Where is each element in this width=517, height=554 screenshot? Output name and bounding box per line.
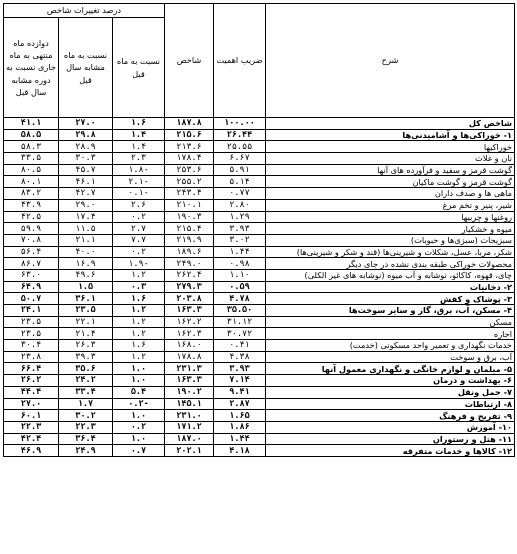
row-yoy-change: ۲۴.۲ [59,375,113,387]
header-description: شرح [266,4,515,118]
table-row [4,153,515,165]
table-row [4,433,515,445]
row-weight: ۰.۷۷ [214,188,266,200]
row-monthly-change: ۱.۴ [113,129,165,141]
row-index: ۲۳۱.۳ [165,363,214,375]
table-row [4,386,515,398]
row-description: ۸- ارتباطات [266,398,515,410]
row-yoy-change: ۳۰.۳ [59,153,113,165]
row-monthly-change: ۱.۲ [113,328,165,340]
row-index: ۲۱۵.۴ [165,223,214,235]
row-monthly-change: ۱.۲ [113,269,165,281]
row-weight: ۳۰.۷۲ [214,328,266,340]
row-yoy-change: ۳۰.۲ [59,410,113,422]
row-description: ۱۱- هتل و رستوران [266,433,515,445]
row-weight: ۲۵.۵۵ [214,141,266,153]
row-yoy-change: ۳۵.۶ [59,363,113,375]
row-twelve-month-change: ۴۴.۴ [4,386,59,398]
row-yoy-change: ۲۱.۱ [59,234,113,246]
row-index: ۱۸۷.۰ [165,433,214,445]
row-yoy-change: ۲۴.۹ [59,445,113,457]
row-monthly-change: -۲.۱ [113,176,165,188]
row-index: ۱۶۳.۳ [165,305,214,317]
row-weight: ۴.۳۸ [214,351,266,363]
header-monthly: نسبت به ماه قبل [113,18,165,118]
row-description: ۳- پوشاک و کفش [266,293,515,305]
row-twelve-month-change: ۸۰.۱ [4,176,59,188]
row-index: ۱۶۲.۳ [165,328,214,340]
row-index: ۲۴۹.۰ [165,258,214,270]
row-description: سبزیجات (سبزی‌ها و حبوبات) [266,234,515,246]
row-index: ۱۷۸.۸ [165,351,214,363]
row-index: ۱۴۵.۱ [165,398,214,410]
row-twelve-month-change: ۲۳.۵ [4,316,59,328]
row-weight: ۴.۱۸ [214,445,266,457]
row-twelve-month-change: ۴۲.۵ [4,211,59,223]
row-monthly-change: ۷.۷ [113,234,165,246]
row-index: ۲۰۳.۸ [165,293,214,305]
row-description: ۵- مبلمان و لوازم خانگی و نگهداری معمول آنها [266,363,515,375]
row-monthly-change: ۱.۴ [113,141,165,153]
table-row [4,398,515,410]
row-twelve-month-change: ۸۰.۵ [4,164,59,176]
row-description: ۷- حمل ونقل [266,386,515,398]
cpi-table [3,3,515,457]
row-monthly-change: ۱.۰ [113,410,165,422]
row-weight: ۳۵.۵۰ [214,305,266,317]
row-description: مسکن [266,316,515,328]
row-yoy-change: ۳۳.۴ [59,386,113,398]
row-weight: ۷.۱۴ [214,375,266,387]
row-weight: ۰.۴۱ [214,340,266,352]
row-yoy-change: ۲۳.۵ [59,305,113,317]
row-twelve-month-change: ۶۰.۱ [4,410,59,422]
row-twelve-month-change: ۷۰.۸ [4,234,59,246]
table-row [4,269,515,281]
row-description: شاخص کل [266,118,515,130]
row-description: اجاره [266,328,515,340]
table-row [4,223,515,235]
table-row [4,421,515,433]
row-yoy-change: ۴۹.۶ [59,269,113,281]
row-monthly-change: ۲.۳ [113,153,165,165]
row-description: ۱۲- کالاها و خدمات متفرقه [266,445,515,457]
row-weight: ۲.۸۰ [214,199,266,211]
row-description: محصولات خوراکی طبقه بندی نشده در جای دیگر [266,258,515,270]
row-description: ۱- خوراکی‌ها و آشامیدنی‌ها [266,129,515,141]
row-index: ۲۶۲.۴ [165,269,214,281]
row-description: خدمات نگهداری و تعمیر واحد مسکونی (خدمت) [266,340,515,352]
row-yoy-change: ۳۶.۱ [59,293,113,305]
row-description: روغنها و چربیها [266,211,515,223]
row-index: ۲۱۵.۶ [165,129,214,141]
row-yoy-change: ۴۶.۱ [59,176,113,188]
table-row [4,246,515,258]
row-weight: ۳.۹۳ [214,223,266,235]
row-twelve-month-change: ۲۷.۰ [4,398,59,410]
row-index: ۲۱۰.۱ [165,199,214,211]
row-description: چای، قهوه، کاکائو، نوشابه و آب میوه (نوشابه های غیر الکلی) [266,269,515,281]
row-yoy-change: ۳۶.۴ [59,433,113,445]
row-description: ۹- تفریح و فرهنگ [266,410,515,422]
table-row [4,410,515,422]
row-yoy-change: ۲۲.۳ [59,421,113,433]
table-row [4,375,515,387]
row-index: ۲۰۲.۱ [165,445,214,457]
row-yoy-change: ۱۶.۹ [59,258,113,270]
row-weight: ۱.۲۹ [214,211,266,223]
row-weight: ۹.۴۱ [214,386,266,398]
table-row [4,351,515,363]
row-twelve-month-change: ۶۴.۹ [4,281,59,293]
row-twelve-month-change: ۲۶.۲ [4,375,59,387]
row-twelve-month-change: ۴۶.۹ [4,445,59,457]
row-weight: ۲.۸۷ [214,398,266,410]
row-monthly-change: ۰.۲ [113,211,165,223]
row-monthly-change: -۰.۲ [113,398,165,410]
row-twelve-month-change: ۲۲.۳ [4,421,59,433]
header-weight: ضریب اهمیت [214,4,266,118]
row-index: ۲۳۱.۰ [165,410,214,422]
header-change-group: درصد تغییرات شاخص [4,4,165,18]
row-yoy-change: ۱۱.۵ [59,223,113,235]
row-description: شیر، پنیر و تخم مرغ [266,199,515,211]
row-yoy-change: ۲۹.۸ [59,129,113,141]
row-index: ۲۴۳.۴ [165,188,214,200]
row-weight: ۵.۹۱ [214,164,266,176]
row-weight: ۵.۱۴ [214,176,266,188]
row-index: ۱۹۰.۳ [165,211,214,223]
row-weight: ۰.۵۹ [214,281,266,293]
row-index: ۱۶۳.۳ [165,375,214,387]
row-yoy-change: ۲۸.۹ [59,141,113,153]
row-monthly-change: ۱.۰ [113,363,165,375]
row-index: ۱۸۹.۶ [165,246,214,258]
row-description: ۴- مسکن، آب، برق، گاز و سایر سوخت‌ها [266,305,515,317]
row-twelve-month-change: ۸۳.۲ [4,188,59,200]
row-monthly-change: ۱.۶ [113,293,165,305]
table-row [4,281,515,293]
row-weight: ۳.۰۲ [214,234,266,246]
row-yoy-change: ۴۲.۷ [59,188,113,200]
row-monthly-change: ۱.۶ [113,340,165,352]
row-yoy-change: ۲۲.۱ [59,316,113,328]
row-weight: ۳۱.۱۲ [214,316,266,328]
row-monthly-change: ۱.۰ [113,433,165,445]
table-row [4,258,515,270]
table-row [4,340,515,352]
row-monthly-change: ۰.۷ [113,445,165,457]
row-weight: ۱.۴۴ [214,433,266,445]
table-row [4,199,515,211]
row-monthly-change: ۱.۲ [113,305,165,317]
row-index: ۱۸۷.۸ [165,118,214,130]
row-twelve-month-change: ۶۳.۰ [4,269,59,281]
row-twelve-month-change: ۵۹.۹ [4,223,59,235]
row-weight: ۶.۶۷ [214,153,266,165]
row-weight: ۱.۴۴ [214,246,266,258]
row-index: ۲۵۳.۶ [165,164,214,176]
table-row [4,211,515,223]
row-weight: ۱.۸۶ [214,421,266,433]
row-twelve-month-change: ۲۴.۱ [4,305,59,317]
row-weight: ۳.۹۳ [214,363,266,375]
row-twelve-month-change: ۲۳.۵ [4,328,59,340]
row-yoy-change: ۲۷.۰ [59,118,113,130]
row-twelve-month-change: ۳۳.۵ [4,153,59,165]
row-monthly-change: ۲.۷ [113,223,165,235]
row-index: ۲۷۹.۳ [165,281,214,293]
row-weight: ۱.۶۵ [214,410,266,422]
table-row [4,129,515,141]
table-row [4,363,515,375]
table-row [4,293,515,305]
row-monthly-change: ۰.۳ [113,281,165,293]
table-row [4,305,515,317]
row-description: ۶- بهداشت و درمان [266,375,515,387]
row-monthly-change: ۰.۲ [113,246,165,258]
row-twelve-month-change: ۵۸.۳ [4,141,59,153]
row-yoy-change: ۴۰.۰ [59,246,113,258]
row-index: ۱۶۸.۰ [165,340,214,352]
row-index: ۱۶۲.۲ [165,316,214,328]
table-body [4,118,515,457]
row-twelve-month-change: ۸۶.۷ [4,258,59,270]
table-row [4,141,515,153]
table-row [4,164,515,176]
row-twelve-month-change: ۵۰.۷ [4,293,59,305]
row-description: گوشت قرمز و سفید و فرآورده های آنها [266,164,515,176]
row-yoy-change: ۱.۵ [59,281,113,293]
header-yoy: نسبت به ماه مشابه سال قبل [59,18,113,118]
row-monthly-change: ۱.۶ [113,118,165,130]
row-description: ماهی ها و صدف داران [266,188,515,200]
row-index: ۲۵۵.۲ [165,176,214,188]
row-description: آب، برق و سوخت [266,351,515,363]
row-yoy-change: ۲۶.۳ [59,340,113,352]
row-twelve-month-change: ۵۸.۵ [4,129,59,141]
row-twelve-month-change: ۴۱.۱ [4,118,59,130]
row-weight: ۰.۹۸ [214,258,266,270]
row-twelve-month-change: ۴۳.۹ [4,199,59,211]
row-twelve-month-change: ۳۰.۴ [4,340,59,352]
header-twelve-month: دوازده ماه منتهی به ماه جاری نسبت به دوره مشابه سال قبل [4,18,59,118]
table-row [4,316,515,328]
row-monthly-change: -۱.۸ [113,164,165,176]
row-description: میوه و خشکبار [266,223,515,235]
row-monthly-change: ۱.۰ [113,375,165,387]
table-row [4,176,515,188]
row-description: ۱۰- آموزش [266,421,515,433]
row-description: گوشت قرمز و گوشت ماکیان [266,176,515,188]
row-monthly-change: -۱.۹ [113,258,165,270]
row-description: ۲- دخانیات [266,281,515,293]
row-index: ۲۱۹.۹ [165,234,214,246]
table-row [4,118,515,130]
row-yoy-change: ۱.۷ [59,398,113,410]
row-yoy-change: ۲۱.۴ [59,328,113,340]
row-twelve-month-change: ۶۶.۴ [4,363,59,375]
row-weight: ۴.۷۸ [214,293,266,305]
row-description: نان و غلات [266,153,515,165]
row-twelve-month-change: ۲۳.۸ [4,351,59,363]
row-index: ۲۱۳.۶ [165,141,214,153]
row-monthly-change: ۲.۶ [113,199,165,211]
table-row [4,234,515,246]
row-index: ۱۷۱.۲ [165,421,214,433]
row-twelve-month-change: ۴۲.۴ [4,433,59,445]
row-yoy-change: ۴۵.۷ [59,164,113,176]
row-index: ۱۷۸.۴ [165,153,214,165]
row-weight: ۲۶.۴۴ [214,129,266,141]
table-row [4,328,515,340]
row-monthly-change: -۰.۱ [113,188,165,200]
row-description: خوراکیها [266,141,515,153]
row-twelve-month-change: ۵۶.۴ [4,246,59,258]
row-yoy-change: ۱۷.۴ [59,211,113,223]
row-monthly-change: ۰.۲ [113,421,165,433]
table-row [4,188,515,200]
row-description: شکر، مربا، عسل، شکلات و شیرینی‌ها (قند و شکر و شیرینی‌ها) [266,246,515,258]
row-yoy-change: ۲۹.۰ [59,199,113,211]
row-monthly-change: ۱.۲ [113,316,165,328]
row-monthly-change: ۵.۴ [113,386,165,398]
row-weight: ۱۰۰.۰۰ [214,118,266,130]
row-monthly-change: ۱.۲ [113,351,165,363]
row-yoy-change: ۳۹.۳ [59,351,113,363]
table-row [4,445,515,457]
row-weight: ۱.۱۰ [214,269,266,281]
header-index: شاخص [165,4,214,118]
row-index: ۱۹۰.۲ [165,386,214,398]
